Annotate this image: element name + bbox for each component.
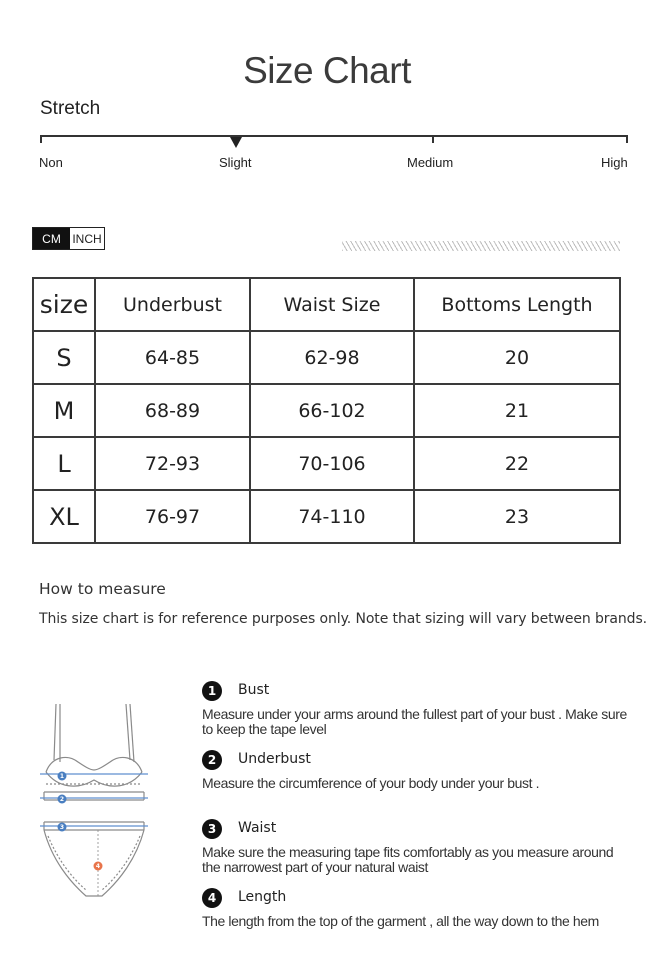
step-title: Bust [238, 682, 270, 698]
page-title: Size Chart [243, 50, 411, 91]
table-cell-size: L [33, 437, 95, 490]
table-row [33, 331, 620, 384]
stretch-level-slight: Slight [219, 155, 252, 170]
table-header-underbust: Underbust [95, 278, 250, 331]
table-header-row [33, 278, 620, 331]
table-header-length: Bottoms Length [414, 278, 620, 331]
table-header-size: size [33, 278, 95, 331]
step-description: Make sure the measuring tape fits comfortably as you measure around the narrowest part of your natural waist [202, 844, 614, 875]
unit-cm-button[interactable]: CM [33, 228, 70, 249]
reference-note: This size chart is for reference purposes only. Note that sizing will vary between brands. [39, 611, 648, 627]
table-cell-underbust: 68-89 [95, 384, 250, 437]
step-title: Waist [238, 820, 277, 836]
table-row [33, 384, 620, 437]
stretch-marker-icon [230, 137, 242, 148]
step-number-2-icon: 2 [202, 750, 222, 770]
step-number-3-icon: 3 [202, 819, 222, 839]
table-cell-underbust: 72-93 [95, 437, 250, 490]
stretch-tick-high [626, 135, 628, 143]
step-number-1-icon: 1 [202, 681, 222, 701]
table-cell-waist: 74-110 [250, 490, 414, 543]
table-cell-length: 21 [414, 384, 620, 437]
table-cell-waist: 70-106 [250, 437, 414, 490]
step-description: Measure the circumference of your body under your bust . [202, 775, 540, 791]
garment-illustration [38, 700, 150, 910]
table-cell-underbust: 64-85 [95, 331, 250, 384]
table-cell-size: M [33, 384, 95, 437]
table-row [33, 437, 620, 490]
step-description: The length from the top of the garment , all the way down to the hem [202, 913, 599, 929]
step-title: Length [238, 889, 287, 905]
marker-2-label: 2 [59, 796, 65, 804]
step-title: Underbust [238, 751, 311, 767]
decorative-hatch [342, 241, 620, 251]
table-cell-waist: 66-102 [250, 384, 414, 437]
table-row [33, 490, 620, 543]
table-header-waist: Waist Size [250, 278, 414, 331]
stretch-label: Stretch [40, 98, 101, 119]
marker-4-label: 4 [95, 863, 101, 871]
table-cell-underbust: 76-97 [95, 490, 250, 543]
size-table [32, 277, 621, 544]
table-cell-length: 23 [414, 490, 620, 543]
table-cell-size: S [33, 331, 95, 384]
step-description: Measure under your arms around the fullest part of your bust . Make sure to keep the tape level [202, 706, 627, 737]
unit-inch-button[interactable]: INCH [70, 228, 104, 249]
stretch-level-high: High [601, 155, 628, 170]
table-cell-length: 20 [414, 331, 620, 384]
stretch-scale-line [41, 135, 628, 137]
marker-3-label: 3 [59, 824, 65, 832]
unit-toggle [32, 227, 105, 250]
table-cell-waist: 62-98 [250, 331, 414, 384]
table-cell-size: XL [33, 490, 95, 543]
stretch-tick-medium [432, 135, 434, 143]
how-to-measure-heading: How to measure [39, 580, 166, 598]
stretch-level-medium: Medium [407, 155, 454, 170]
stretch-level-non: Non [39, 155, 63, 170]
step-number-4-icon: 4 [202, 888, 222, 908]
stretch-tick-non [40, 135, 42, 143]
table-cell-length: 22 [414, 437, 620, 490]
marker-1-label: 1 [59, 773, 65, 781]
